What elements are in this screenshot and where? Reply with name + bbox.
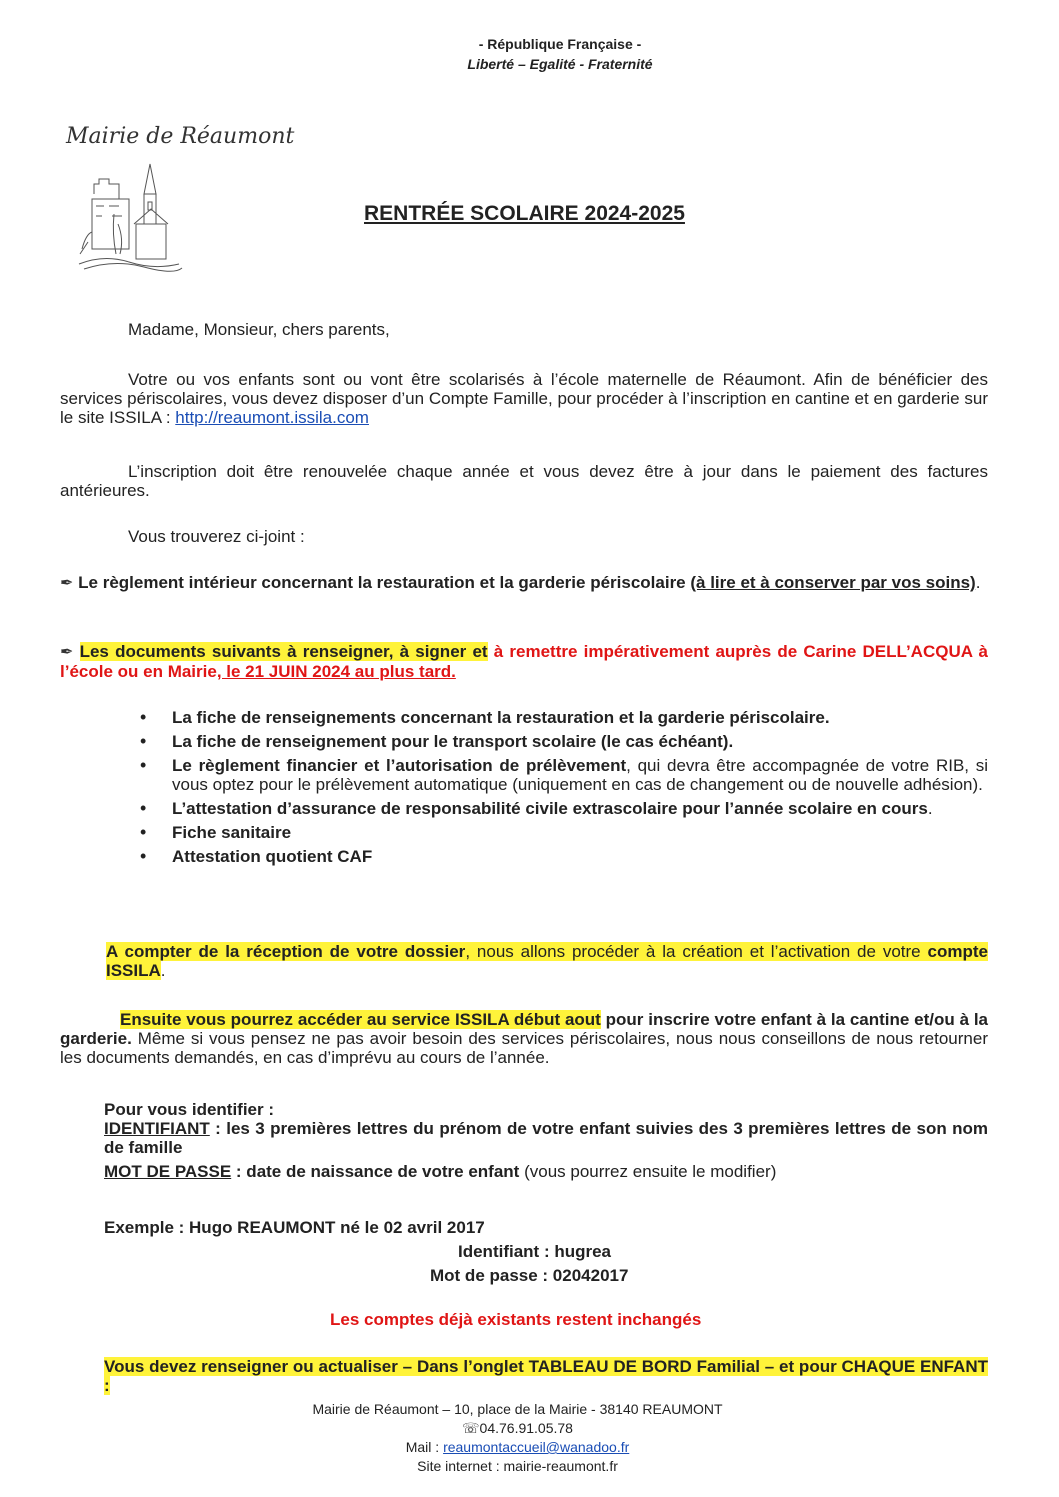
- paragraph-renewal: L’inscription doit être renouvelée chaque année et vous devez être à jour dans le paiement des factures antérieures.: [60, 462, 988, 500]
- list-item: • La fiche de renseignements concernant la restauration et la garderie périscolaire.: [140, 708, 988, 727]
- republic-line: - République Française -: [478, 36, 642, 52]
- identification-block: [104, 1100, 988, 1181]
- example-identifiant: Identifiant : hugrea: [458, 1242, 611, 1261]
- item-documents: ✒ Les documents suivants à renseigner, à signer et à remettre impérativement auprès de Carine DELL’ACQUA à l’école ou en Mairie, le 21 JUIN 2024 au plus tard.: [60, 642, 988, 681]
- motto-line: Liberté – Egalité - Fraternité: [467, 56, 653, 72]
- greeting: Madame, Monsieur, chers parents,: [128, 320, 390, 339]
- footer-phone: ☏04.76.91.05.78: [462, 1420, 573, 1436]
- list-item: • L’attestation d’assurance de responsabilité civile extrascolaire pour l’année scolaire en cours.: [140, 799, 988, 818]
- example-password: Mot de passe : 02042017: [430, 1266, 629, 1285]
- list-item: • La fiche de renseignement pour le transport scolaire (le cas échéant).: [140, 732, 988, 751]
- paragraph-attached: Vous trouverez ci-joint :: [128, 527, 305, 546]
- item-reglement: ✒ Le règlement intérieur concernant la restauration et la garderie périscolaire (à lire et à conserver par vos soins).: [60, 573, 981, 592]
- final-instruction: Vous devez renseigner ou actualiser – Dans l’onglet TABLEAU DE BORD Familial – et pour CHAQUE ENFANT :: [104, 1357, 988, 1395]
- pen-icon: ✒: [60, 575, 74, 592]
- ident-heading: Pour vous identifier :: [104, 1100, 275, 1119]
- ident-password: MOT DE PASSE : date de naissance de votre enfant (vous pourrez ensuite le modifier): [104, 1162, 777, 1181]
- footer-address: Mairie de Réaumont – 10, place de la Mairie - 38140 REAUMONT: [312, 1401, 723, 1417]
- telephone-icon: ☏: [462, 1420, 480, 1436]
- church-castle-sketch-icon: [74, 154, 184, 274]
- existing-accounts-note: Les comptes déjà existants restent inchangés: [330, 1310, 702, 1329]
- mairie-name: Mairie de Réaumont: [66, 124, 295, 149]
- footer-site: Site internet : mairie-reaumont.fr: [417, 1458, 618, 1474]
- example-line: Exemple : Hugo REAUMONT né le 02 avril 2017: [104, 1218, 485, 1237]
- paragraph-intro: Votre ou vos enfants sont ou vont être scolarisés à l’école maternelle de Réaumont. Afin de bénéficier des services périscolaires, vous devez disposer d’un Compte Famille, pour procéder à l’inscription en cantine et en garderie sur le site ISSILA : http://reaumont.issila.com: [60, 370, 988, 427]
- footer-mail: Mail : reaumontaccueil@wanadoo.fr: [405, 1439, 630, 1455]
- pen-icon: ✒: [60, 644, 74, 661]
- list-item: • Attestation quotient CAF: [140, 847, 988, 866]
- republic-header: [0, 34, 1059, 74]
- paragraph-dossier: A compter de la réception de votre dossier, nous allons procéder à la création et l’activation de votre compte ISSILA.: [106, 942, 988, 980]
- issila-link[interactable]: http://reaumont.issila.com: [175, 408, 369, 427]
- list-item: • Fiche sanitaire: [140, 823, 988, 842]
- paragraph-access: Ensuite vous pourrez accéder au service ISSILA début aout pour inscrire votre enfant à la cantine et/ou à la garderie. Même si vous pensez ne pas avoir besoin des services périscolaires, nous nous conseillons de nous retourner les documents demandés, en cas d’imprévu au cours de l’année.: [60, 1010, 989, 1067]
- mail-link[interactable]: reaumontaccueil@wanadoo.fr: [443, 1439, 630, 1455]
- documents-list: [140, 708, 988, 871]
- footer: [0, 1400, 1035, 1476]
- list-item: • Le règlement financier et l’autorisation de prélèvement, qui devra être accompagnée de votre RIB, si vous optez pour le prélèvement automatique (uniquement en cas de changement ou de nouvelle adhésion).: [140, 756, 988, 794]
- ident-identifiant: IDENTIFIANT : les 3 premières lettres du prénom de votre enfant suivies des 3 premières lettres de son nom de famille: [104, 1119, 988, 1157]
- page-title: RENTRÉE SCOLAIRE 2024-2025: [364, 202, 685, 225]
